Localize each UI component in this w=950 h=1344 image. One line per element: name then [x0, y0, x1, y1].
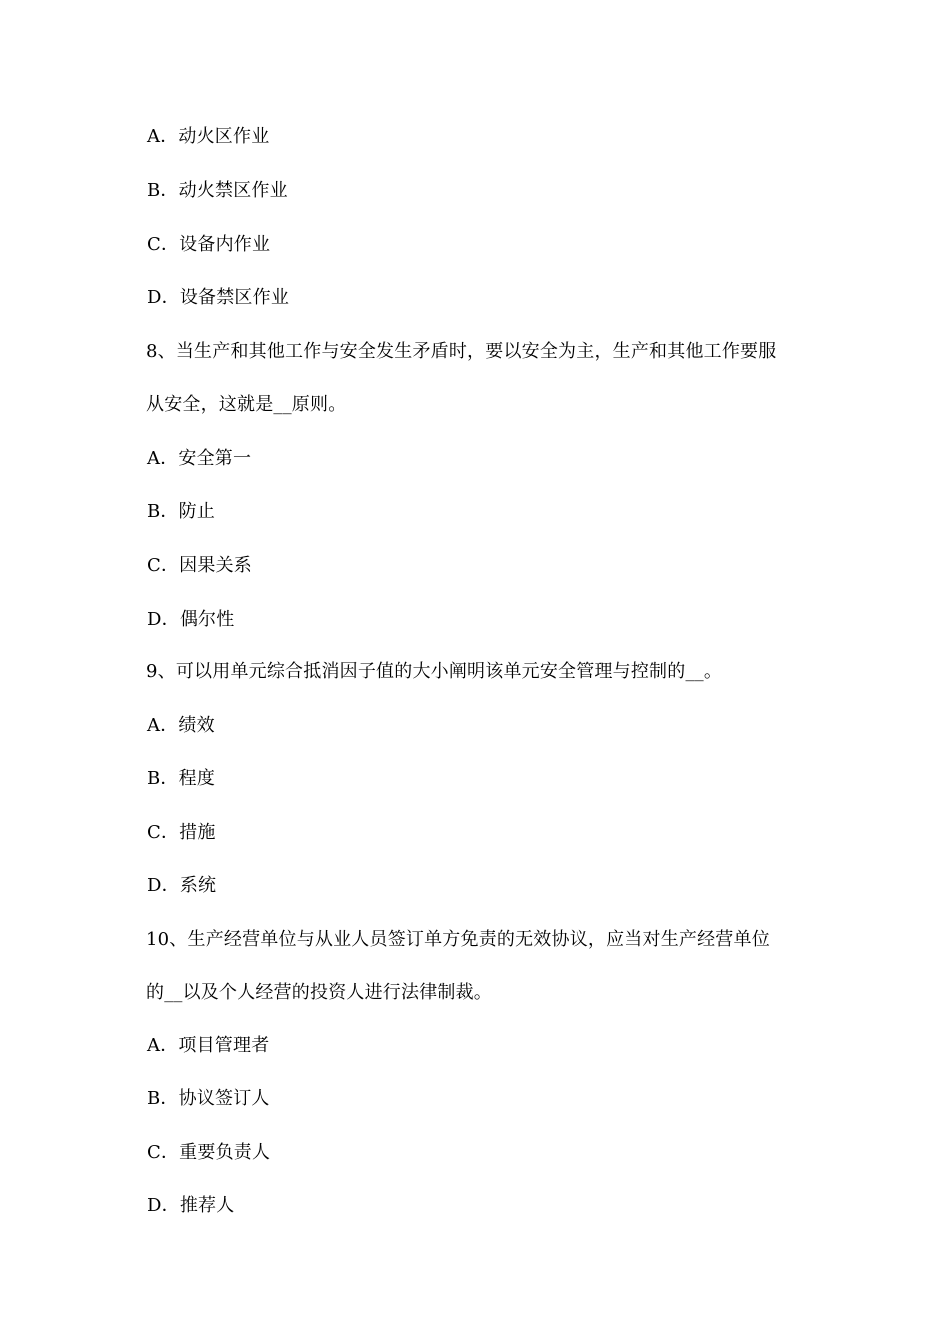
- q9-option-b: B．程度: [147, 768, 216, 789]
- question-8-text-cont: 从安全，这就是__原则。: [146, 394, 347, 415]
- question-9-text: 9、可以用单元综合抵消因子值的大小阐明该单元安全管理与控制的__。: [146, 661, 723, 682]
- q10-option-b: B．协议签订人: [147, 1088, 270, 1109]
- q10-option-a: A．项目管理者: [147, 1035, 270, 1056]
- q9-option-c: C．措施: [147, 822, 216, 843]
- q9-option-a: A．绩效: [147, 715, 215, 736]
- option-d: D．设备禁区作业: [147, 287, 290, 308]
- question-10-text-cont: 的__以及个人经营的投资人进行法律制裁。: [146, 982, 492, 1003]
- q9-option-d: D．系统: [147, 875, 217, 896]
- q10-option-d: D．推荐人: [147, 1195, 235, 1216]
- q8-option-a: A．安全第一: [147, 448, 252, 469]
- q8-option-d: D．偶尔性: [147, 609, 235, 630]
- q10-option-c: C．重要负责人: [147, 1142, 271, 1163]
- question-8-text: 8、当生产和其他工作与安全发生矛盾时，要以安全为主，生产和其他工作要服: [146, 341, 777, 362]
- option-a: A．动火区作业: [147, 126, 270, 147]
- q8-option-b: B．防止: [147, 501, 216, 522]
- option-b: B．动火禁区作业: [147, 180, 288, 201]
- question-10-text: 10、生产经营单位与从业人员签订单方免责的无效协议，应当对生产经营单位: [146, 929, 770, 950]
- q8-option-c: C．因果关系: [147, 555, 252, 576]
- option-c: C．设备内作业: [147, 234, 271, 255]
